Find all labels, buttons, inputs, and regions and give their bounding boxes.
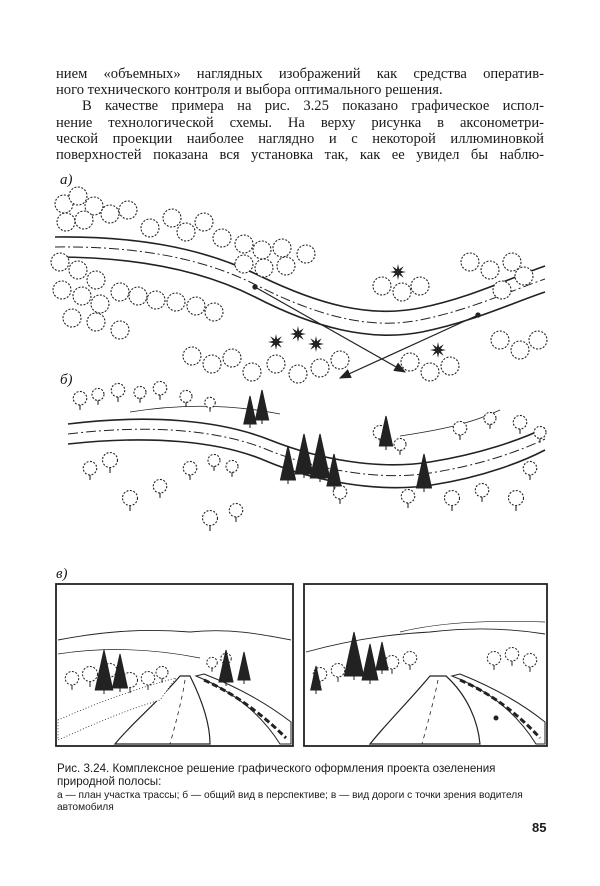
text-line: нием «объемных» наглядных изображений как средства оператив- bbox=[56, 66, 544, 82]
figure-label-c: в) bbox=[56, 566, 68, 582]
text-line: ческой проекции наиболее наглядно и с некоторой иллюминовкой bbox=[56, 130, 544, 147]
figure-label-a: а) bbox=[60, 172, 73, 188]
page-number: 85 bbox=[532, 820, 547, 835]
text-line: нение технологической схемы. На верху рисунка в аксонометри- bbox=[56, 114, 544, 131]
text-line: ного технического контроля и выбора оптимального решения. bbox=[56, 82, 443, 99]
caption-title: Рис. 3.24. Комплексное решение графического оформления проекта озеленения природной полосы: bbox=[57, 762, 496, 788]
perspective-trees bbox=[73, 381, 546, 531]
figure-caption bbox=[57, 762, 547, 814]
text-line: поверхностей показана вся установка так, как ее увидел бы наблю- bbox=[56, 147, 544, 164]
plan-trees bbox=[51, 187, 547, 383]
figure-label-b: б) bbox=[60, 372, 73, 388]
driver-view-left bbox=[56, 584, 293, 746]
text-line: В качестве примера на рис. 3.25 показано графическое испол- bbox=[82, 98, 544, 115]
caption-legend: а — план участка трассы; б — общий вид в перспективе; в — вид дороги с точки зрения водителя автомобиля bbox=[57, 790, 523, 813]
